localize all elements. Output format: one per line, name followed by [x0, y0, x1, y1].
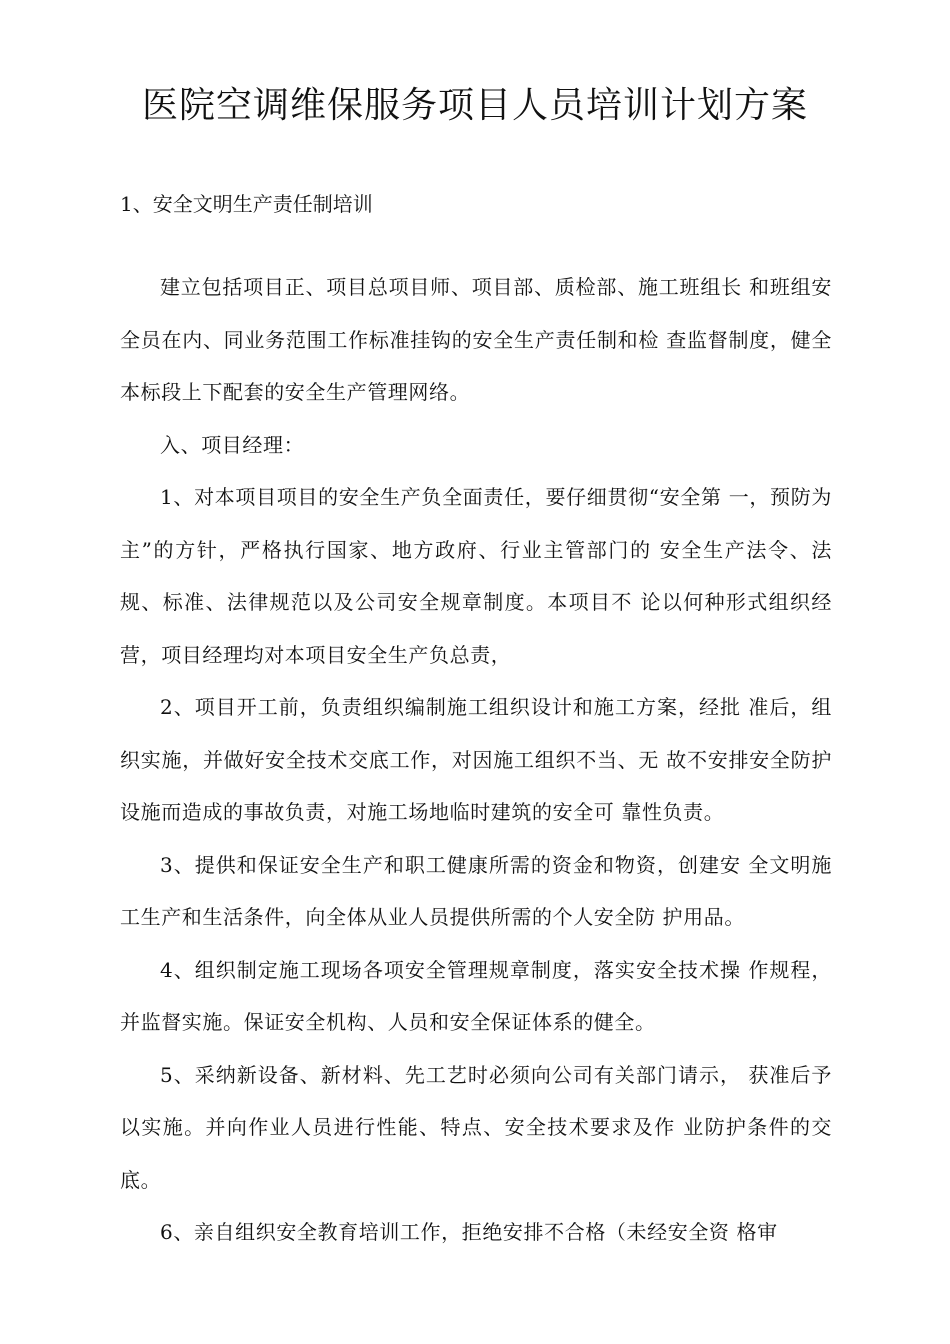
paragraph-item-3: 3、提供和保证安全生产和职工健康所需的资金和物资，创建安 全文明施工生产和生活条件，向全体从业人员提供所需的个人安全防 护用品。 — [120, 852, 832, 929]
document-title: 医院空调维保服务项目人员培训计划方案 — [141, 85, 808, 126]
paragraph-item-6: 6、亲自组织安全教育培训工作，拒绝安排不合格（未经安全资 格审 — [160, 1220, 778, 1244]
paragraph-intro: 建立包括项目正、项目总项目师、项目部、质检部、施工班组长 和班组安全员在内、同业务范围工作标准挂钩的安全生产责任制和检 查监督制度，健全本标段上下配套的安全生产管理网络。 — [120, 275, 832, 404]
paragraph-item-5: 5、采纳新设备、新材料、先工艺时必须向公司有关部门请示， 获准后予以实施。并向作业人员进行性能、特点、安全技术要求及作 业防护条件的交底。 — [120, 1062, 832, 1192]
paragraph-item-2: 2、项目开工前，负责组织编制施工组织设计和施工方案，经批 准后，组织实施，并做好安全技术交底工作，对因施工组织不当、无 故不安排安全防护设施而造成的事故负责，对施工场地临时建筑的安全可 靠性负责。 — [120, 695, 832, 824]
body-text — [120, 261, 832, 1259]
paragraph-subheading: 入、项目经理： — [160, 432, 305, 457]
paragraph-item-1: 1、对本项目项目的安全生产负全面责任，要仔细贯彻“安全第 一，预防为主”的方针，严格执行国家、地方政府、行业主管部门的 安全生产法令、法规、标准、法律规范以及公司安全规章制度。本项目不 论以何种形式组织经营，项目经理均对本项目安全生产负总责， — [120, 485, 832, 667]
section-heading: 1、安全文明生产责任制培训 — [120, 192, 373, 216]
paragraph-item-4: 4、组织制定施工现场各项安全管理规章制度，落实安全技术操 作规程，并监督实施。保证安全机构、人员和安全保证体系的健全。 — [120, 957, 832, 1034]
